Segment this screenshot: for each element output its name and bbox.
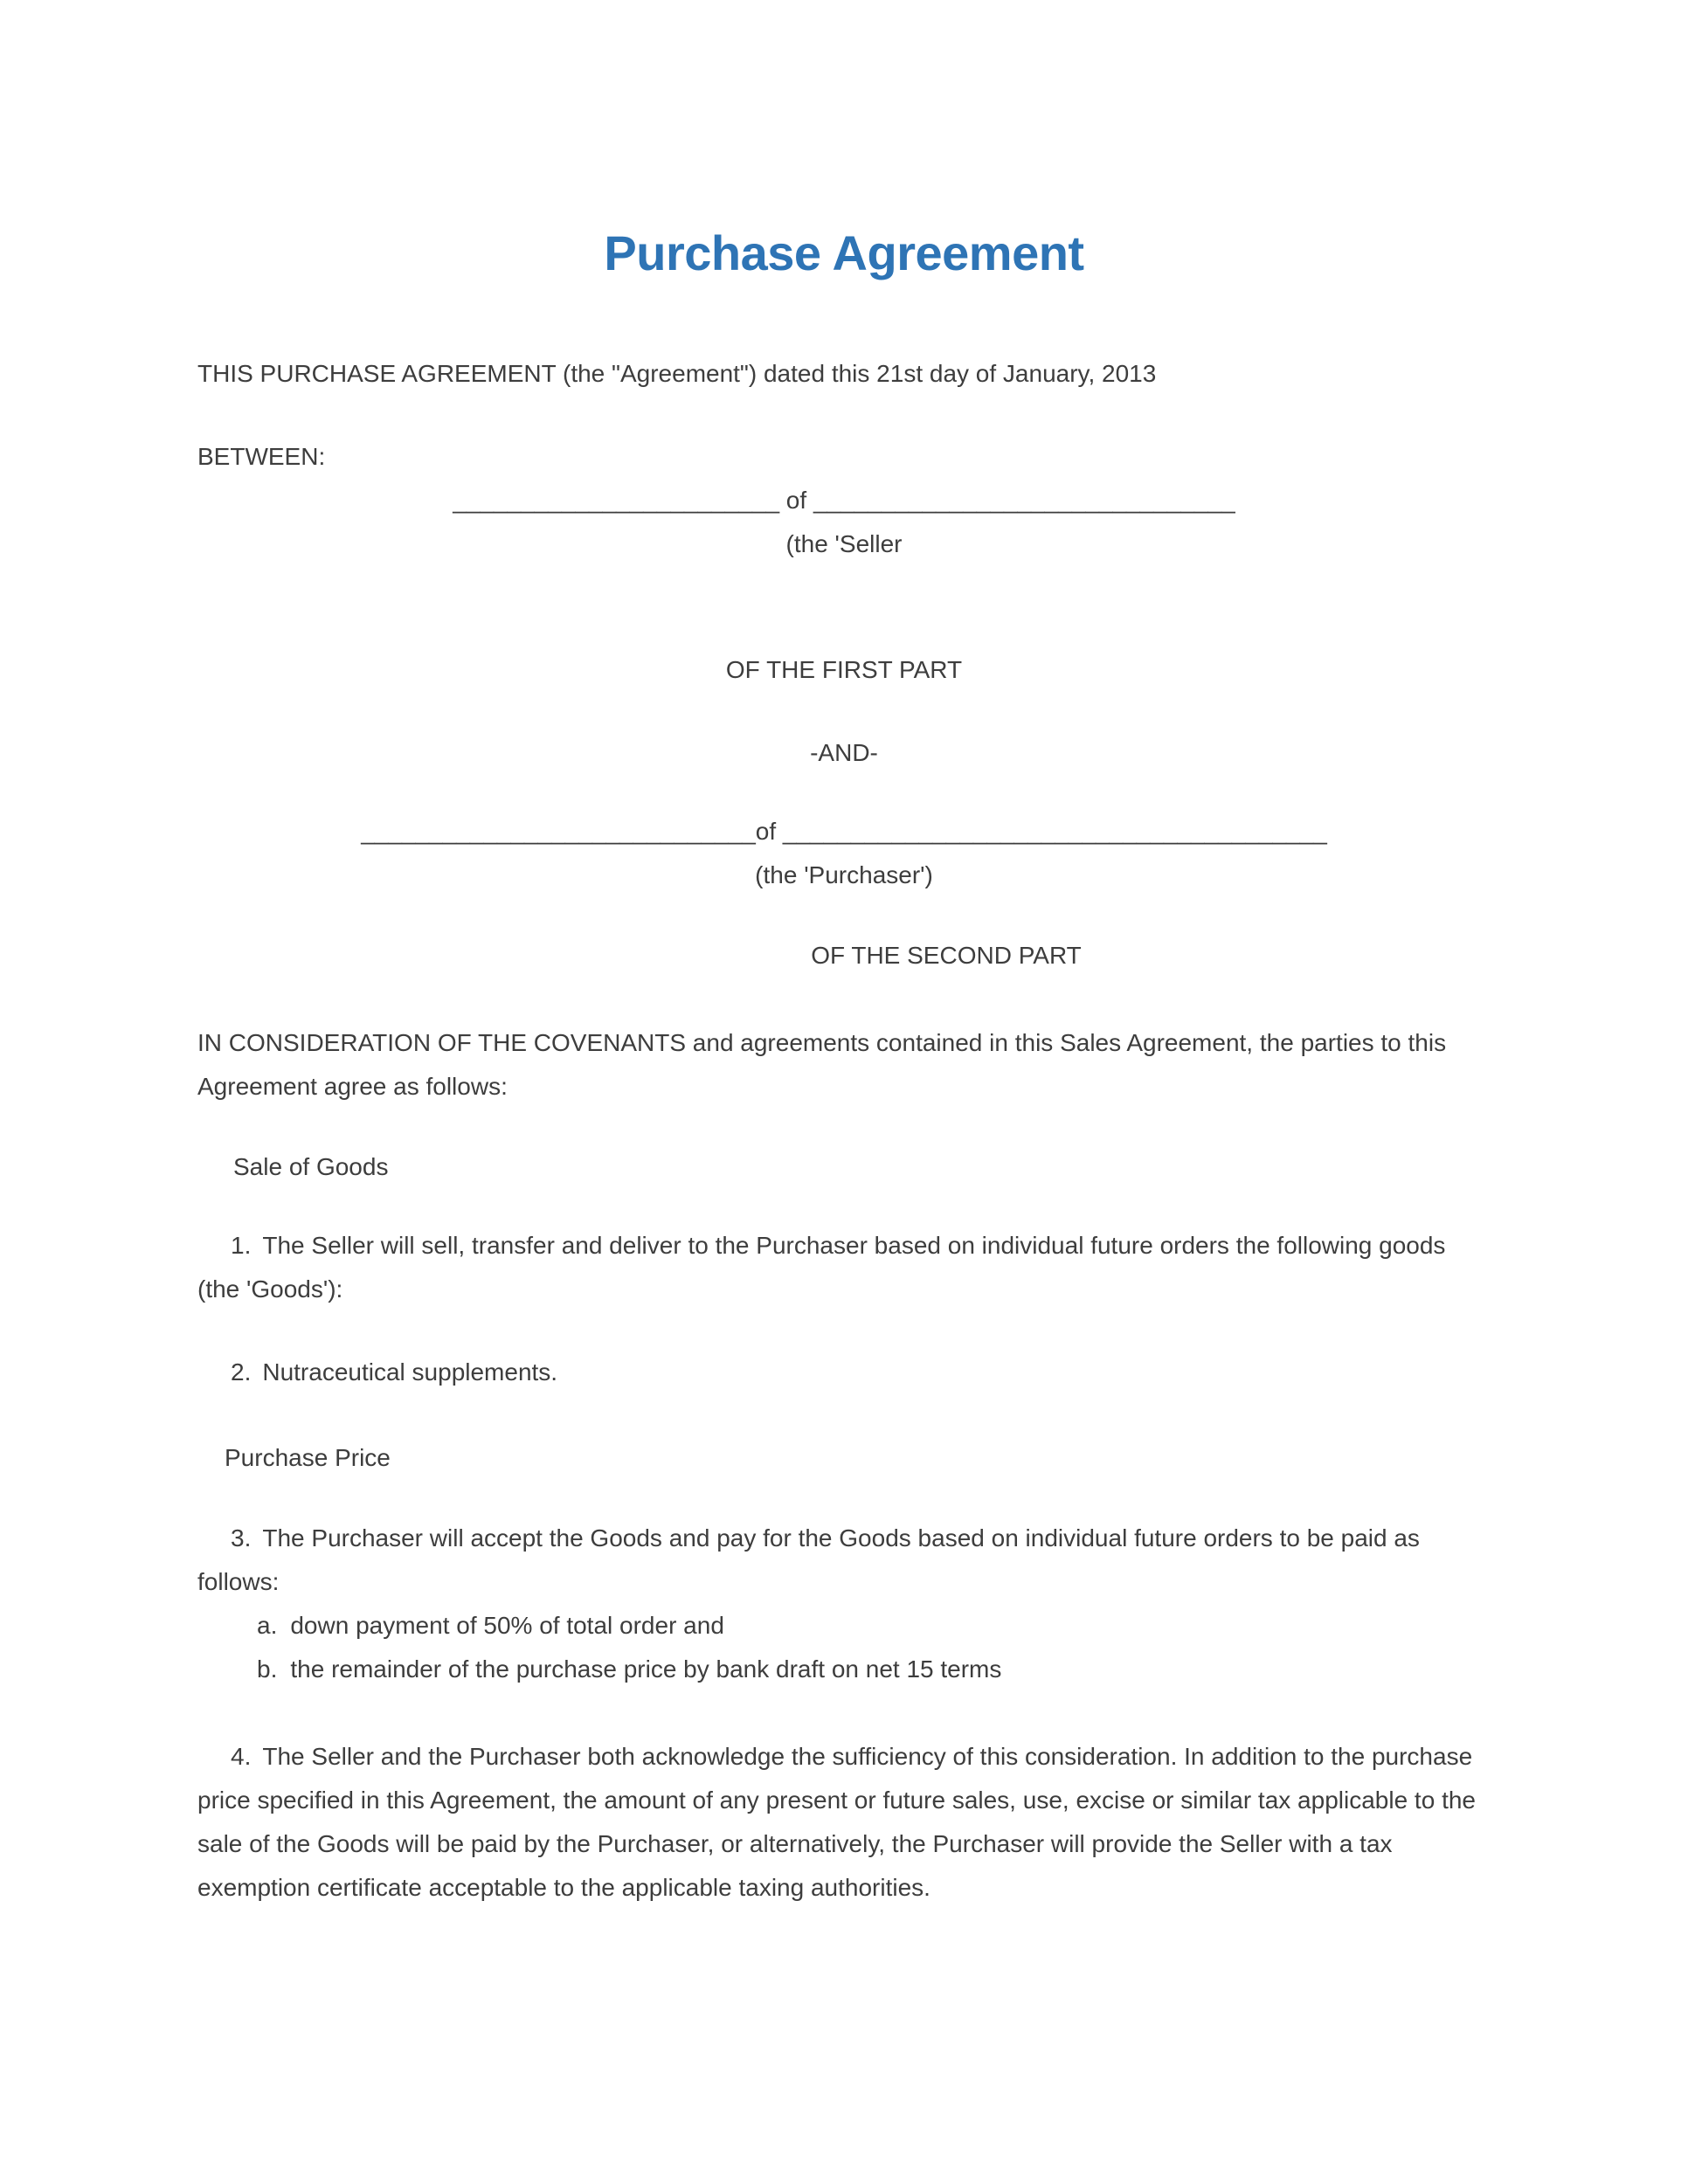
clause-1-number: 1. (231, 1232, 252, 1259)
intro-paragraph: THIS PURCHASE AGREEMENT (the "Agreement") dated this 21st day of January, 2013 (197, 360, 1157, 387)
purchaser-party-block (197, 810, 1491, 897)
clause-4-number: 4. (231, 1743, 252, 1770)
document-title: Purchase Agreement (604, 225, 1084, 280)
clause-2-number: 2. (231, 1358, 252, 1386)
seller-party-block (197, 479, 1491, 566)
seller-designation: (the 'Seller (785, 530, 903, 557)
clause-4 (197, 1735, 1491, 1910)
first-part-label: OF THE FIRST PART (725, 656, 963, 683)
second-part-label: OF THE SECOND PART (811, 942, 1082, 969)
purchaser-name-blank: _____________________________of ________________________________________ (361, 818, 1327, 845)
subclause-b-letter: b. (257, 1655, 278, 1683)
subclause-b (197, 1648, 1491, 1691)
clause-3 (197, 1517, 1491, 1604)
subclause-b-text: the remainder of the purchase price by bank draft on net 15 terms (290, 1655, 1002, 1683)
clause-1 (197, 1224, 1491, 1311)
subclause-a-text: down payment of 50% of total order and (290, 1612, 724, 1639)
clause-2-text: Nutraceutical supplements. (262, 1358, 558, 1386)
clause-4-text: The Seller and the Purchaser both acknowledge the sufficiency of this consideration. In addition to the purchase price specified in this Agreement, the amount of any present or future sales, use, excise or similar tax applicable to the sale of the Goods will be paid by the Purchaser, or alternatively, the Purchaser will provide the Seller with a tax exemption certificate acceptable to the applicable taxing authorities. (197, 1743, 1476, 1901)
subclause-a (197, 1604, 1491, 1648)
clause-3-number: 3. (231, 1524, 252, 1552)
clause-3-text: The Purchaser will accept the Goods and pay for the Goods based on individual future orders to be paid as follows: (197, 1524, 1420, 1595)
between-label: BETWEEN: (197, 443, 326, 470)
section-heading-purchase-price: Purchase Price (225, 1444, 391, 1471)
section-heading-sale-of-goods: Sale of Goods (233, 1153, 389, 1180)
subclause-a-letter: a. (257, 1612, 278, 1639)
purchaser-designation: (the 'Purchaser') (755, 861, 933, 888)
and-separator: -AND- (810, 739, 878, 766)
clause-1-text: The Seller will sell, transfer and deliver to the Purchaser based on individual future orders the following goods (the 'Goods'): (197, 1232, 1446, 1303)
seller-name-blank: ________________________ of _______________________________ (453, 487, 1235, 514)
consideration-paragraph: IN CONSIDERATION OF THE COVENANTS and agreements contained in this Sales Agreement, the parties to this Agreement agree as follows: (197, 1029, 1447, 1100)
clause-2 (197, 1351, 1491, 1394)
